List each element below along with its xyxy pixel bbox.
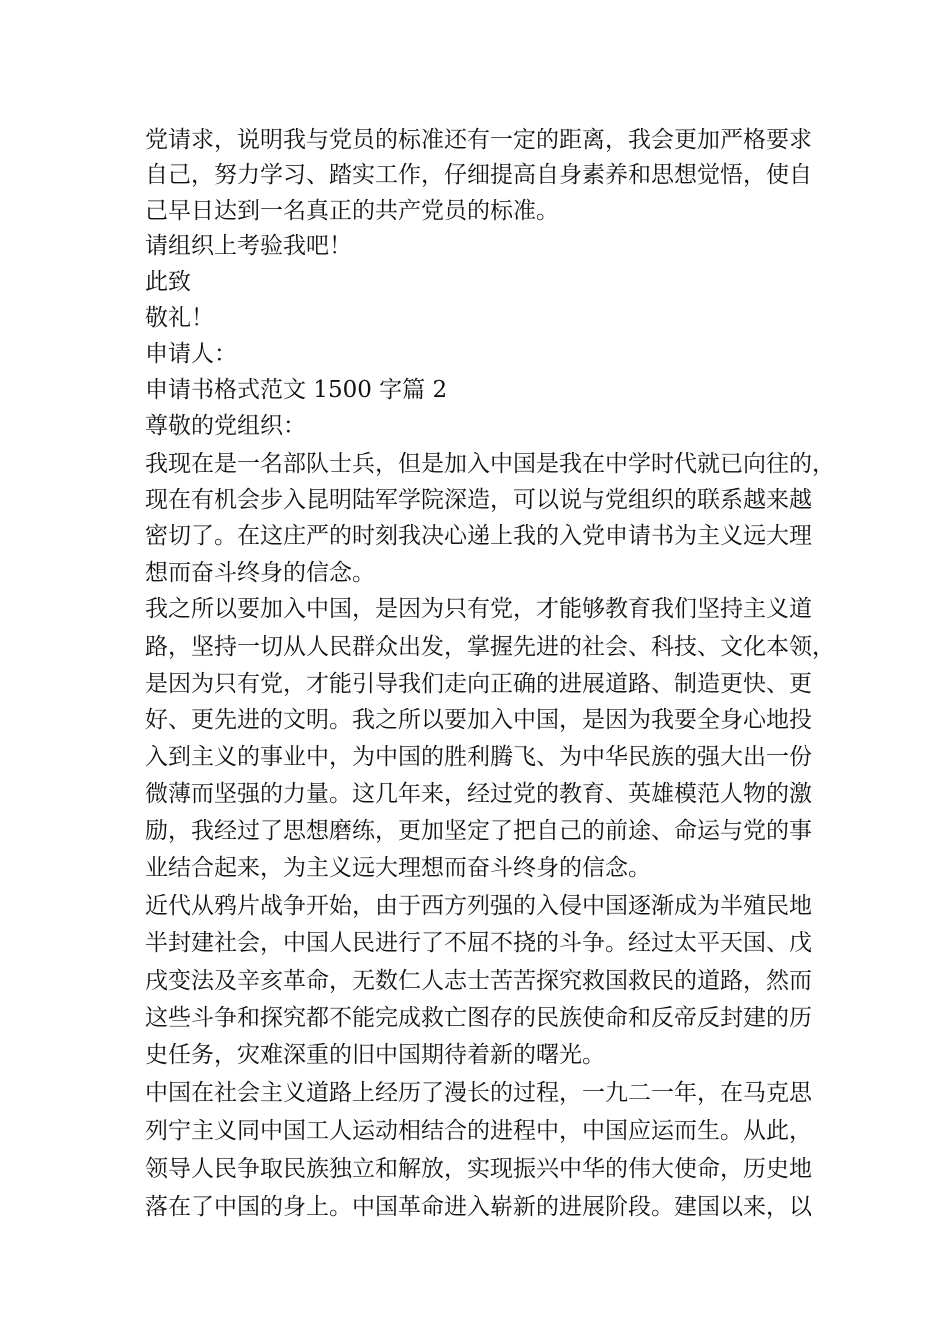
text-line: 是因为只有党，才能引导我们走向正确的进展道路、制造更快、更 (145, 671, 812, 697)
text-line: 戌变法及辛亥革命，无数仁人志士苦苦探究救国救民的道路，然而 (145, 968, 812, 994)
text-line: 请组织上考验我吧！ (145, 233, 352, 259)
text-line: 此致 (145, 269, 191, 295)
text-line: 现在有机会步入昆明陆军学院深造，可以说与党组织的联系越来越 (145, 487, 812, 513)
text-line: 路，坚持一切从人民群众出发，掌握先进的社会、科技、文化本领， (145, 634, 835, 660)
text-line: 励，我经过了思想磨练，更加坚定了把自己的前途、命运与党的事 (145, 818, 812, 844)
text-line: 好、更先进的文明。我之所以要加入中国，是因为我要全身心地投 (145, 707, 812, 733)
text-line: 想而奋斗终身的信念。 (145, 560, 375, 586)
text-line: 领导人民争取民族独立和解放，实现振兴中华的伟大使命，历史地 (145, 1156, 812, 1182)
text-line: 我之所以要加入中国，是因为只有党，才能够教育我们坚持主义道 (145, 596, 812, 622)
salutation: 尊敬的党组织： (145, 413, 306, 439)
text-line: 中国在社会主义道路上经历了漫长的过程，一九二一年，在马克思 (145, 1080, 812, 1106)
text-line: 敬礼！ (145, 305, 214, 331)
text-line: 史任务，灾难深重的旧中国期待着新的曙光。 (145, 1042, 605, 1068)
text-line: 申请人： (145, 341, 237, 367)
text-line: 业结合起来，为主义远大理想而奋斗终身的信念。 (145, 855, 651, 881)
text-line: 入到主义的事业中，为中国的胜利腾飞、为中华民族的强大出一份 (145, 744, 812, 770)
text-line: 这些斗争和探究都不能完成救亡图存的民族使命和反帝反封建的历 (145, 1005, 812, 1031)
text-line: 我现在是一名部队士兵，但是加入中国是我在中学时代就已向往的， (145, 451, 835, 477)
text-line: 己早日达到一名真正的共产党员的标准。 (145, 198, 559, 224)
text-line: 半封建社会，中国人民进行了不屈不挠的斗争。经过太平天国、戊 (145, 930, 812, 956)
text-line: 党请求，说明我与党员的标准还有一定的距离，我会更加严格要求 (145, 127, 812, 153)
text-line: 密切了。在这庄严的时刻我决心递上我的入党申请书为主义远大理 (145, 523, 812, 549)
text-line: 自己，努力学习、踏实工作，仔细提高自身素养和思想觉悟，使自 (145, 162, 812, 188)
text-line: 列宁主义同中国工人运动相结合的进程中，中国应运而生。从此， (145, 1118, 812, 1144)
text-line: 落在了中国的身上。中国革命进入崭新的进展阶段。建国以来，以 (145, 1194, 812, 1220)
text-line: 近代从鸦片战争开始，由于西方列强的入侵中国逐渐成为半殖民地 (145, 893, 812, 919)
text-line: 微薄而坚强的力量。这几年来，经过党的教育、英雄模范人物的激 (145, 781, 812, 807)
section-heading: 申请书格式范文 1500 字篇 2 (145, 377, 448, 403)
